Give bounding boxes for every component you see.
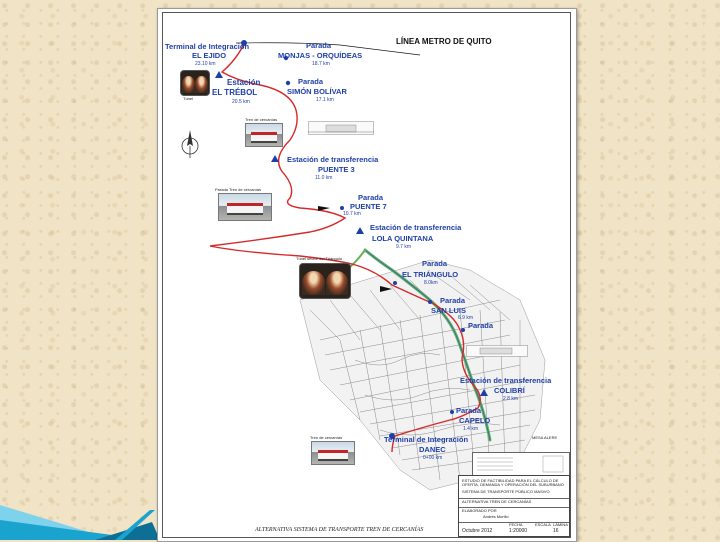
station-km-colibri: 2.8 km xyxy=(503,396,519,402)
station-kind-simon-bolivar: Parada xyxy=(298,77,324,86)
station-name-puente-3: PUENTE 3 xyxy=(318,165,355,174)
station-kind-el-ejido: Terminal de Integración xyxy=(165,42,250,51)
station-km-monjas: 18.7 km xyxy=(312,61,330,67)
title-block-elaborado: ELABORADO POR xyxy=(462,508,497,513)
station-marker-puente-3 xyxy=(271,155,279,162)
train-photo-1 xyxy=(245,123,283,147)
side-note: MESA ALERE xyxy=(532,435,558,440)
train-photo-2 xyxy=(218,193,272,221)
station-kind-el-trebol: Estación xyxy=(227,78,261,87)
metro-line-title: LÍNEA METRO DE QUITO xyxy=(396,37,492,46)
station-marker-parada xyxy=(461,328,465,332)
title-block-drawing: ALTERNATIVA TREN DE CERCANÍAS xyxy=(462,499,532,504)
station-kind-puente-7: Parada xyxy=(358,193,384,202)
map-bottom-title: ALTERNATIVA SISTEMA DE TRANSPORTE TREN DE CERCANÍAS xyxy=(255,527,424,533)
station-marker-simon-bolivar xyxy=(286,81,290,85)
station-km-lola-quintana: 9.7 km xyxy=(396,244,412,250)
station-kind-puente-3: Estación de transferencia xyxy=(287,155,379,164)
caption-train-1: Tren de cercanías xyxy=(245,117,278,122)
station-name-colibri: COLIBRÍ xyxy=(494,386,525,395)
station-profile-drawing-1 xyxy=(308,121,374,135)
title-block-date: Octubre 2012 xyxy=(462,528,493,534)
station-km-puente-3: 11.0 km xyxy=(315,175,333,181)
station-kind-lola-quintana: Estación de transferencia xyxy=(370,223,462,232)
caption-tunnel: Túnel xyxy=(183,96,194,101)
station-name-el-ejido: EL EJIDO xyxy=(192,51,227,60)
station-marker-el-triangulo xyxy=(393,281,397,285)
station-name-el-trebol: EL TRÉBOL xyxy=(212,88,258,97)
station-name-monjas: MONJAS - ORQUÍDEAS xyxy=(278,51,363,60)
station-marker-lola-quintana xyxy=(356,227,364,234)
station-km-san-luis: 6.9 km xyxy=(458,315,474,321)
station-name-lola-quintana: LOLA QUINTANA xyxy=(372,234,434,243)
station-km-el-triangulo: 8.0km xyxy=(424,280,438,286)
station-km-danec: 0+00 km xyxy=(423,455,443,461)
caption-train-2: Parada Tren de cercanías xyxy=(215,187,262,192)
tunnel-photo-triangulo xyxy=(299,263,351,299)
title-block-col-lamina: LÁMINA xyxy=(553,522,568,527)
title-block-author: Andrés Murillo xyxy=(483,514,509,519)
station-name-san-luis: SAN LUIS xyxy=(431,306,467,315)
direction-arrow-1 xyxy=(318,206,330,211)
train-photo-3 xyxy=(311,441,355,465)
station-kind-danec: Terminal de Integración xyxy=(384,435,469,444)
tunnel-photo-el-trebol xyxy=(180,70,210,96)
station-name-capelo: CAPELO xyxy=(459,416,491,425)
title-block-study: ESTUDIO DE FACTIBILIDAD PARA EL CÁLCULO DE OFERTA, DEMANDA Y OPERACIÓN DEL SUBURBANO xyxy=(462,478,564,488)
title-block-col-fecha: FECHA xyxy=(509,522,523,527)
title-block-col-escala: ESCALA xyxy=(535,522,551,527)
station-km-capelo: 1.4 km xyxy=(463,426,479,432)
station-kind-capelo: Parada xyxy=(456,406,482,415)
station-marker-san-luis xyxy=(428,300,432,304)
station-km-simon-bolivar: 17.1 km xyxy=(316,97,334,103)
station-km-puente-7: 10.7 km xyxy=(343,211,361,217)
title-block xyxy=(458,475,570,537)
station-name-puente-7: PUENTE 7 xyxy=(350,202,387,211)
title-block-scale: 1:20000 xyxy=(509,528,528,534)
station-kind-parada: Parada xyxy=(468,321,494,330)
station-kind-el-triangulo: Parada xyxy=(422,259,448,268)
title-block-sub: SISTEMA DE TRANSPORTE PÚBLICO MASIVO xyxy=(462,489,550,494)
legend-box xyxy=(472,452,570,476)
caption-tunnel-2: Túnel sector del Triángulo xyxy=(296,256,343,261)
station-km-el-trebol: 20.5 km xyxy=(232,99,250,105)
station-kind-monjas: Parada xyxy=(306,41,332,50)
station-marker-puente-7 xyxy=(340,206,344,210)
station-marker-capelo xyxy=(450,410,454,414)
station-kind-san-luis: Parada xyxy=(440,296,466,305)
station-kind-colibri: Estación de transferencia xyxy=(460,376,552,385)
caption-train-3: Tren de cercanías xyxy=(310,435,343,440)
north-arrow-icon xyxy=(178,128,202,162)
station-km-el-ejido: 23.10 km xyxy=(195,61,216,67)
title-block-sheet: 16 xyxy=(553,528,559,534)
station-name-simon-bolivar: SIMÓN BOLÍVAR xyxy=(287,87,347,96)
station-profile-drawing-2 xyxy=(466,345,528,357)
legend-lines xyxy=(473,453,569,475)
station-name-danec: DANEC xyxy=(419,445,446,454)
station-name-el-triangulo: EL TRIÁNGULO xyxy=(402,270,459,279)
